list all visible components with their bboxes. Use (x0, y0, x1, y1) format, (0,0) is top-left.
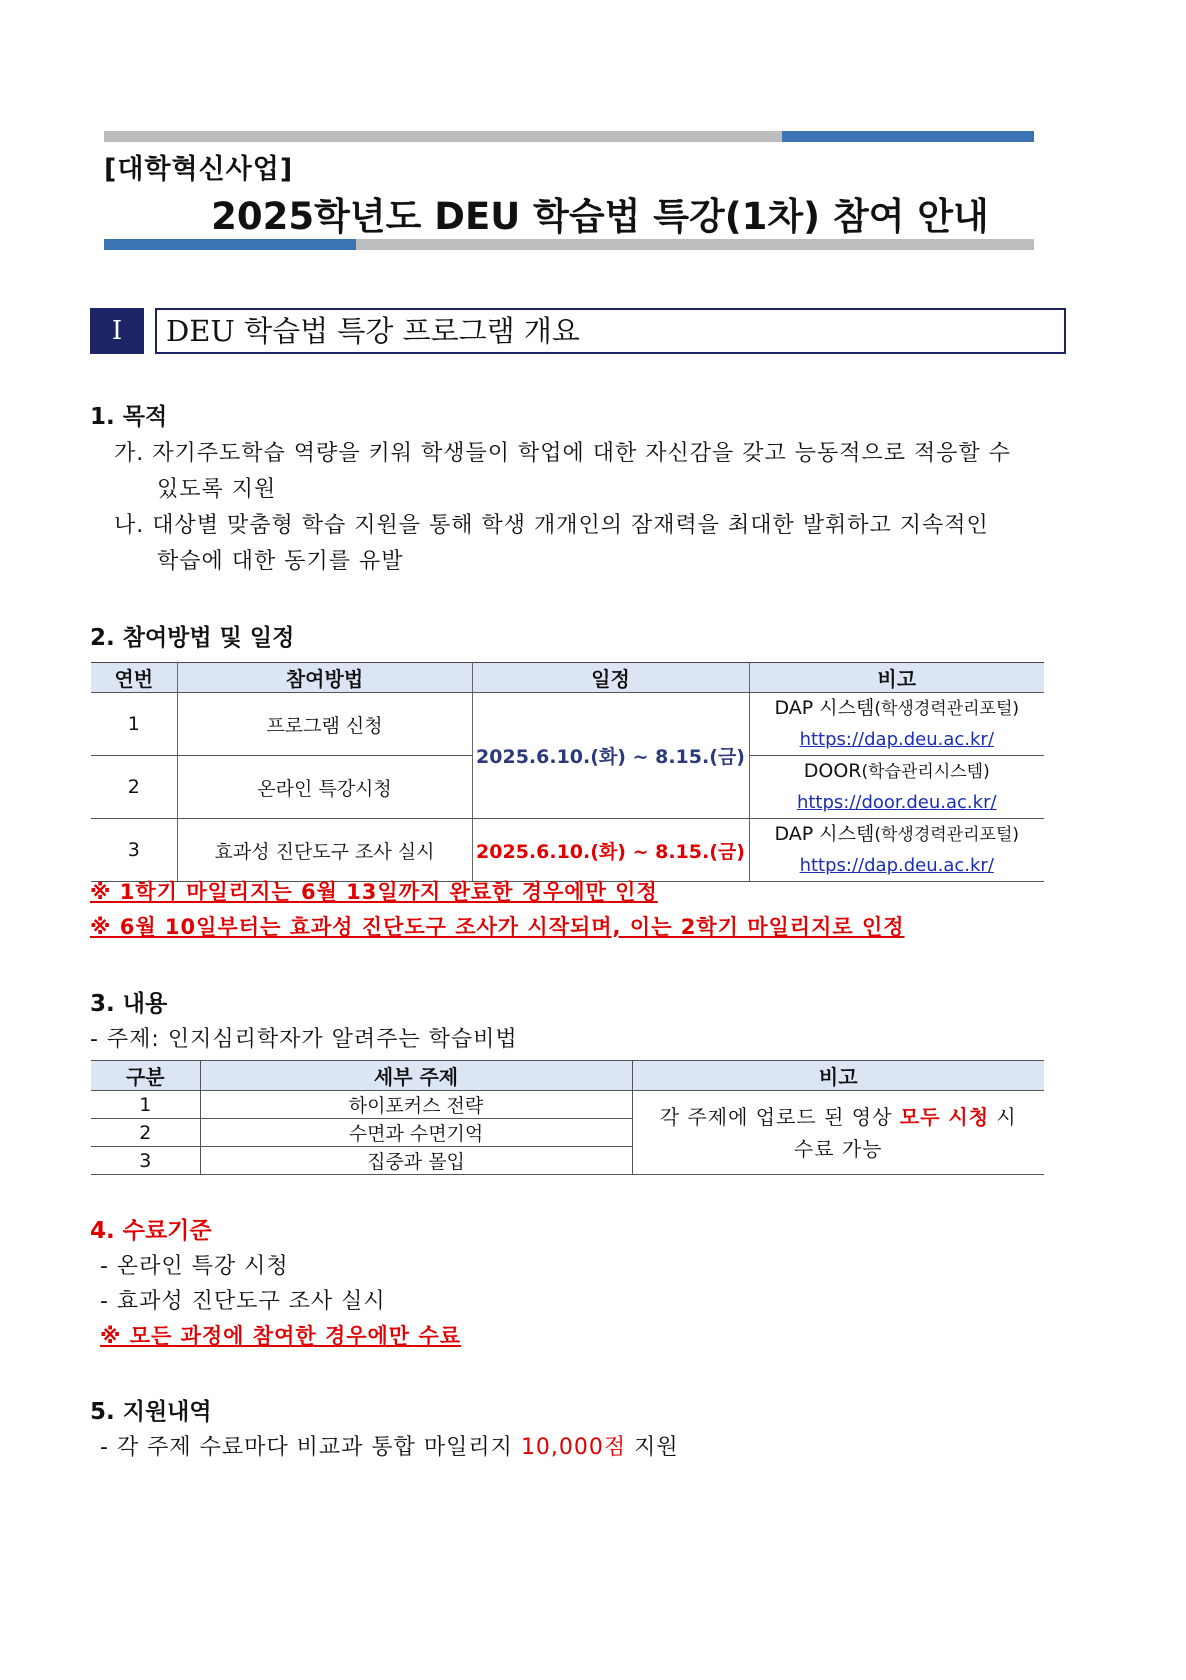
support-pre: - 각 주제 수료마다 비교과 통합 마일리지 (100, 1435, 521, 1460)
row-no: 1 (91, 1091, 200, 1119)
row-period: 2025.6.10.(화) ~ 8.15.(금) (472, 819, 749, 882)
remark-emphasis: 모두 시청 (899, 1104, 990, 1129)
col-header-remark: 비고 (632, 1061, 1044, 1091)
criteria-notice: ※ 모든 과정에 참여한 경우에만 수료 (100, 1324, 461, 1348)
purpose-item-b-line2: 학습에 대한 동기를 유발 (157, 549, 404, 574)
content-header-row (91, 1061, 1044, 1091)
criteria-item-2: - 효과성 진단도구 조사 실시 (100, 1289, 386, 1314)
row-method: 온라인 특강시청 (177, 756, 472, 819)
row-no: 3 (91, 819, 177, 882)
support-text (100, 1430, 679, 1461)
support-post: 지원 (626, 1435, 679, 1460)
remark-line2: 수료 가능 (793, 1136, 883, 1161)
section-number: Ⅰ (90, 308, 144, 354)
row-topic: 하이포커스 전략 (200, 1091, 632, 1119)
col-header-no: 연번 (91, 663, 177, 693)
criteria-heading: 4. 수료기준 (90, 1218, 212, 1244)
criteria-item-1: - 온라인 특강 시청 (100, 1254, 289, 1279)
note-sub: (학생경력관리포털) (874, 825, 1019, 845)
note-label: DAP 시스템 (774, 823, 875, 845)
row-no: 1 (91, 693, 177, 756)
support-heading: 5. 지원내역 (90, 1399, 212, 1425)
purpose-item-a-line2: 있도록 지원 (157, 477, 277, 502)
table-row (91, 1091, 1044, 1119)
dap-link[interactable]: https://dap.deu.ac.kr/ (799, 729, 994, 750)
content-subject: - 주제: 인지심리학자가 알려주는 학습비법 (90, 1027, 518, 1052)
dap-link[interactable]: https://dap.deu.ac.kr/ (799, 855, 994, 876)
schedule-table (91, 662, 1044, 882)
purpose-item-b-line1: 나. 대상별 맞춤형 학습 지원을 통해 학생 개개인의 잠재력을 최대한 발휘하고 지속적인 (114, 513, 989, 538)
category-label: [대학혁신사업] (104, 154, 294, 185)
row-no: 2 (91, 1119, 200, 1147)
schedule-heading: 2. 참여방법 및 일정 (90, 625, 295, 651)
col-header-topic: 세부 주제 (200, 1061, 632, 1091)
row-no: 3 (91, 1147, 200, 1175)
note-label: DAP 시스템 (774, 697, 875, 719)
col-header-method: 참여방법 (177, 663, 472, 693)
door-link[interactable]: https://door.deu.ac.kr/ (796, 792, 997, 813)
remark-pre: 각 주제에 업로드 된 영상 (659, 1104, 900, 1129)
header-top-bar-gray (104, 131, 782, 142)
schedule-notice-1: ※ 1학기 마일리지는 6월 13일까지 완료한 경우에만 인정 (90, 880, 658, 904)
note-label: DOOR (803, 760, 862, 782)
row-note (749, 819, 1044, 882)
schedule-header-row (91, 663, 1044, 693)
row-topic: 수면과 수면기억 (200, 1119, 632, 1147)
row-no: 2 (91, 756, 177, 819)
purpose-item-a-line1: 가. 자기주도학습 역량을 키워 학생들이 학업에 대한 자신감을 갖고 능동적으로 적응할 수 (114, 441, 1011, 466)
row-method: 프로그램 신청 (177, 693, 472, 756)
col-header-period: 일정 (472, 663, 749, 693)
table-row (91, 819, 1044, 882)
support-amount: 10,000점 (520, 1435, 627, 1460)
header-top-bar-blue (782, 131, 1034, 142)
note-sub: (학생경력관리포털) (874, 699, 1019, 719)
row-period: 2025.6.10.(화) ~ 8.15.(금) (472, 693, 749, 819)
section-title: DEU 학습법 특강 프로그램 개요 (155, 308, 1066, 354)
purpose-heading: 1. 목적 (90, 404, 168, 430)
col-header-no: 구분 (91, 1061, 200, 1091)
row-topic: 집중과 몰입 (200, 1147, 632, 1175)
col-header-note: 비고 (749, 663, 1044, 693)
row-note (749, 693, 1044, 756)
table-row (91, 693, 1044, 756)
page-title: 2025학년도 DEU 학습법 특강(1차) 참여 안내 (211, 195, 989, 238)
note-sub: (학습관리시스템) (861, 762, 990, 782)
content-heading: 3. 내용 (90, 991, 168, 1017)
content-table (91, 1060, 1044, 1175)
row-note (749, 756, 1044, 819)
schedule-notice-2: ※ 6월 10일부터는 효과성 진단도구 조사가 시작되며, 이는 2학기 마일리지로 인정 (90, 915, 905, 939)
content-remark (632, 1091, 1044, 1175)
header-bottom-bar-gray (356, 239, 1034, 250)
header-bottom-bar-blue (104, 239, 356, 250)
row-method: 효과성 진단도구 조사 실시 (177, 819, 472, 882)
remark-post: 시 (989, 1104, 1017, 1129)
